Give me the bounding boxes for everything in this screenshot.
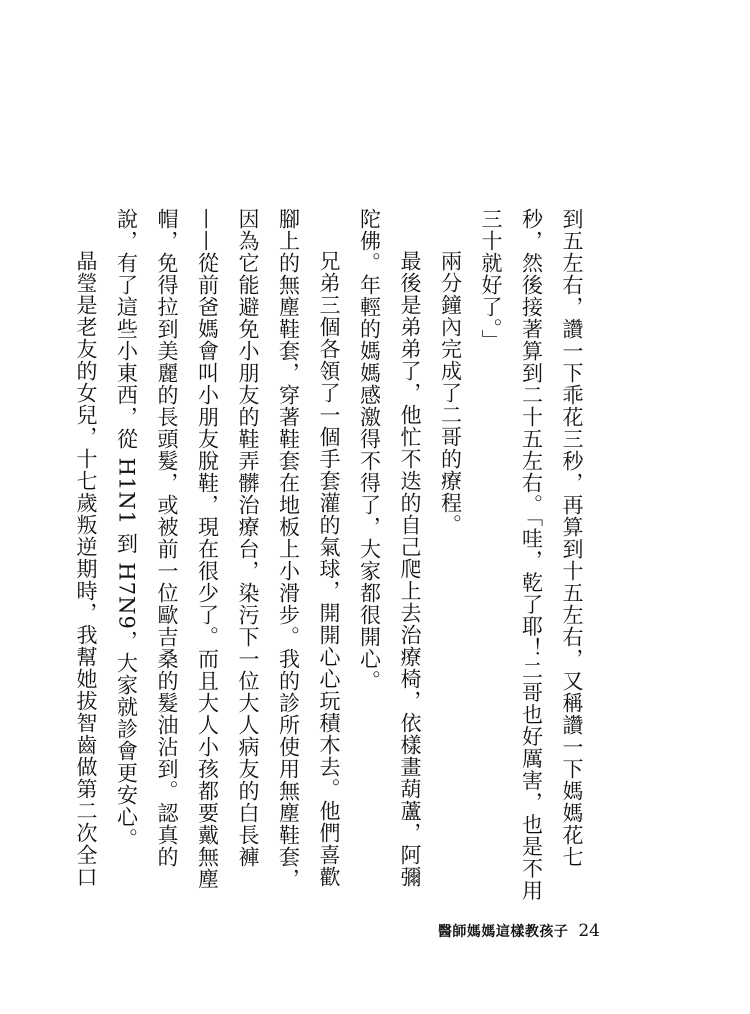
book-title: 醫師媽媽這樣教孩子 (437, 924, 569, 940)
paragraph-3: 最後是弟弟了，他忙不迭的自己爬上去治療椅，依樣畫葫蘆，阿彌陀佛。年輕的媽媽感激得不得了，大家都很開心。 (357, 208, 422, 888)
paragraph-5: 晶瑩是老友的女兒，十七歲叛逆期時，我幫她拔智齒做第二次全口 (74, 250, 98, 888)
paragraph-1: 到五左右，讚一下乖花三秒，再算到十五左右，又稱讚一下媽媽花七秒，然後接著算到二十五左右。「哇，乾了耶！二哥也好厲害，也是不用三十就好了。」 (479, 208, 584, 902)
paragraph-2: 兩分鐘內完成了二哥的療程。 (438, 250, 463, 536)
paragraph-4: 兄弟三個各領了一個手套灌的氣球，開開心心玩積木去。他們喜歡腳上的無塵鞋套，穿著鞋套在地板上小滑步。我的診所使用無塵鞋套，因為它能避免小朋友的鞋弄髒治療台，染污下一位大人病友的白長褲——從前爸媽會叫小朋友脫鞋，現在很少了。而且大人小孩都要戴無塵帽，免得拉到美麗的長頭髮，或被前一位歐吉桑的髮油沾到。認真的說，有了這些小東西，從 H1N1 到 H7N9，大家就診會更安心。 (114, 208, 341, 890)
page-footer (438, 921, 600, 941)
vertical-text-body (74, 208, 592, 908)
page-number: 24 (578, 921, 600, 941)
